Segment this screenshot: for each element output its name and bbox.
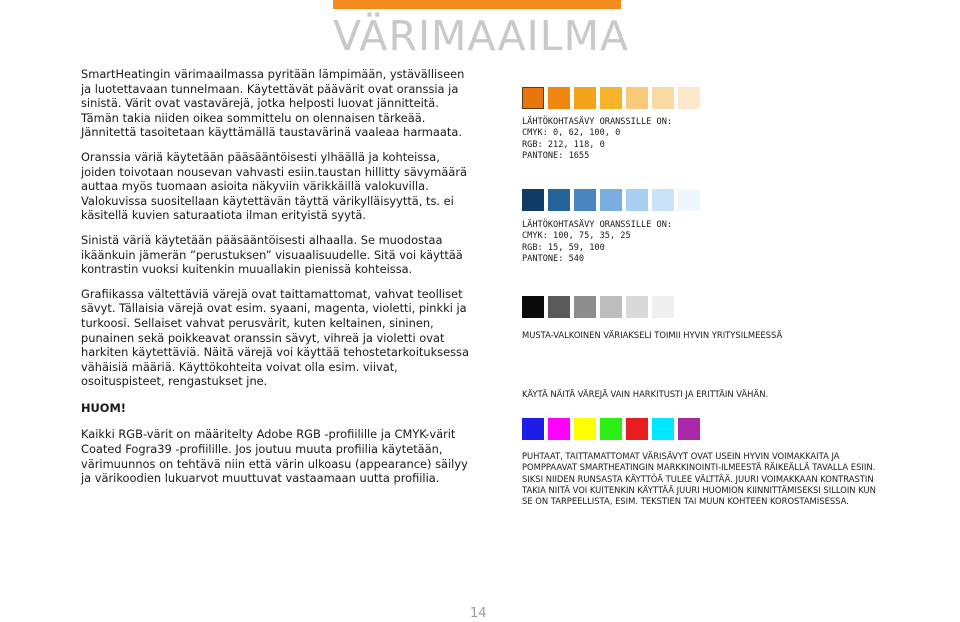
blue-swatch-4 — [600, 189, 622, 211]
caution-swatch-5 — [626, 418, 648, 440]
orange-spec — [522, 117, 672, 163]
blue-pantone: PANTONE: 540 — [522, 254, 585, 265]
blue-swatch-2 — [548, 189, 570, 211]
caution-swatch-2 — [548, 418, 570, 440]
orange-swatch-3 — [574, 87, 596, 109]
paragraph-blue: Sinistä väriä käytetään pääsääntöisesti alhaalla. Se muodostaa ikäänkuin jämerän ”perustuksen” visuaalisuudelle. Sitä voi käyttää kontrastin vuoksi kuitenkin muuallakin pienissä kohteissa. — [81, 232, 463, 277]
caution-swatch-row — [522, 418, 700, 440]
caution-swatch-6 — [652, 418, 674, 440]
blue-spec — [522, 220, 672, 266]
blue-label: LÄHTÖKOHTASÄVY ORANSSILLE ON: — [522, 220, 673, 230]
blue-rgb: RGB: 15, 59, 100 — [522, 242, 605, 253]
gray-swatch-4 — [600, 296, 622, 318]
orange-swatch-row — [522, 87, 700, 109]
paragraph-avoid-colors: Grafiikassa vältettäviä värejä ovat taittamattomat, vahvat teolliset sävyt. Tällaisia värejä ovat esim. syaani, magenta, violetti, pinkki ja turkoosi. Sellaiset vahvat perusvärit, kuten keltainen, sininen, punainen sekä poikkeavat oranssin sävyt, vihreä ja violetti ovat harkiten käytettäviä. Näitä värejä voi käyttää tehostetarkoituksessa vähäisiä määriä. Käyttökohteita voivat olla esim. viivat, osoituspisteet, rengastukset jne. — [81, 286, 469, 389]
blue-swatch-5 — [626, 189, 648, 211]
caution-note: KÄYTÄ NÄITÄ VÄREJÄ VAIN HARKITUSTI JA ERITTÄIN VÄHÄN. — [522, 389, 769, 399]
blue-cmyk: CMYK: 100, 75, 35, 25 — [522, 231, 631, 242]
orange-rgb: RGB: 212, 118, 0 — [522, 139, 605, 150]
orange-swatch-1 — [522, 87, 544, 109]
paragraph-color-profiles: Kaikki RGB-värit on määritelty Adobe RGB -profiilille ja CMYK-värit Coated Fogra39 -profiilille. Jos joutuu muuta profiilia käytetään, värimuunnos on tehtävä niin että värin ulkoasu (appearance) säilyy ja värikoodien lukuarvot muuttuvat vastaamaan uutta profiilia. — [81, 427, 468, 486]
orange-pantone: PANTONE: 1655 — [522, 151, 590, 162]
gray-swatch-6 — [652, 296, 674, 318]
orange-cmyk: CMYK: 0, 62, 100, 0 — [522, 128, 621, 139]
gray-swatch-3 — [574, 296, 596, 318]
caution-swatch-7 — [678, 418, 700, 440]
blue-swatch-3 — [574, 189, 596, 211]
orange-swatch-6 — [652, 87, 674, 109]
caution-swatch-1 — [522, 418, 544, 440]
footnote: PUHTAAT, TAITTAMATTOMAT VÄRISÄVYT OVAT USEIN HYVIN VOIMAKKAITA JA POMPPAAVAT SMARTHEATINGIN MARKKINOINTI-ILMEESTÄ RÄIKEÄLLÄ TAVALLA ESIIN. SIKSI NIIDEN RUNSASTA KÄYTTÖÄ TULEE VÄLTTÄÄ. JUURI VOIMAKKAAN KONTRASTIN TAKIA NIITÄ VOI KUITENKIN KÄYTTÄÄ JUURI HUOMION KIINNITTÄMISEKSI SILLOIN KUN SE ON TARPEELLISTA, ESIM. TEKSTIEN TAI MUUN KOHTEEN KOROSTAMISESSA. — [522, 451, 876, 507]
page-title: VÄRIMAAILMA — [333, 12, 630, 60]
orange-swatch-5 — [626, 87, 648, 109]
notice-heading: HUOM! — [81, 400, 126, 415]
blue-swatch-row — [522, 189, 700, 211]
page-number: 14 — [470, 606, 487, 621]
gray-swatch-1 — [522, 296, 544, 318]
blue-swatch-7 — [678, 189, 700, 211]
gray-swatch-row — [522, 296, 674, 318]
caution-swatch-3 — [574, 418, 596, 440]
body-text-column — [81, 67, 476, 496]
blue-swatch-1 — [522, 189, 544, 211]
paragraph-intro: SmartHeatingin värimaailmassa pyritään lämpimään, ystävälliseen ja luotettavaan tunnelmaan. Käytettävät päävärit ovat oranssia ja sinistä. Värit ovat vastavärejä, jotka helposti luovat jännitteitä. Tämän takia niiden oikea sommittelu on olennaisen tärkeää. Jännitettä tasoitetaan käyttämällä taustavärinä vaaleaa harmaata. — [81, 67, 465, 140]
gray-swatch-5 — [626, 296, 648, 318]
caution-swatch-4 — [600, 418, 622, 440]
paragraph-orange: Oranssia väriä käytetään pääsääntöisesti ylhäällä ja kohteissa, joiden toivotaan nousevan vahvasti esiin.taustan hillitty sävymäärä auttaa myös tuomaan asioita näkyviin värikkäillä valokuvilla. Valokuvissa suositellaan käytettävän täyttä värikylläisyyttä, ts. ei käsitellä kuvien saturaatiota ilman erityistä syytä. — [81, 149, 467, 223]
orange-label: LÄHTÖKOHTASÄVY ORANSSILLE ON: — [522, 117, 673, 127]
orange-swatch-4 — [600, 87, 622, 109]
gray-swatch-2 — [548, 296, 570, 318]
orange-swatch-2 — [548, 87, 570, 109]
orange-swatch-7 — [678, 87, 700, 109]
header-accent-bar — [333, 0, 621, 9]
blue-swatch-6 — [652, 189, 674, 211]
gray-note: MUSTA-VALKOINEN VÄRIAKSELI TOIMII HYVIN YRITYSILMEESSÄ — [522, 330, 783, 340]
